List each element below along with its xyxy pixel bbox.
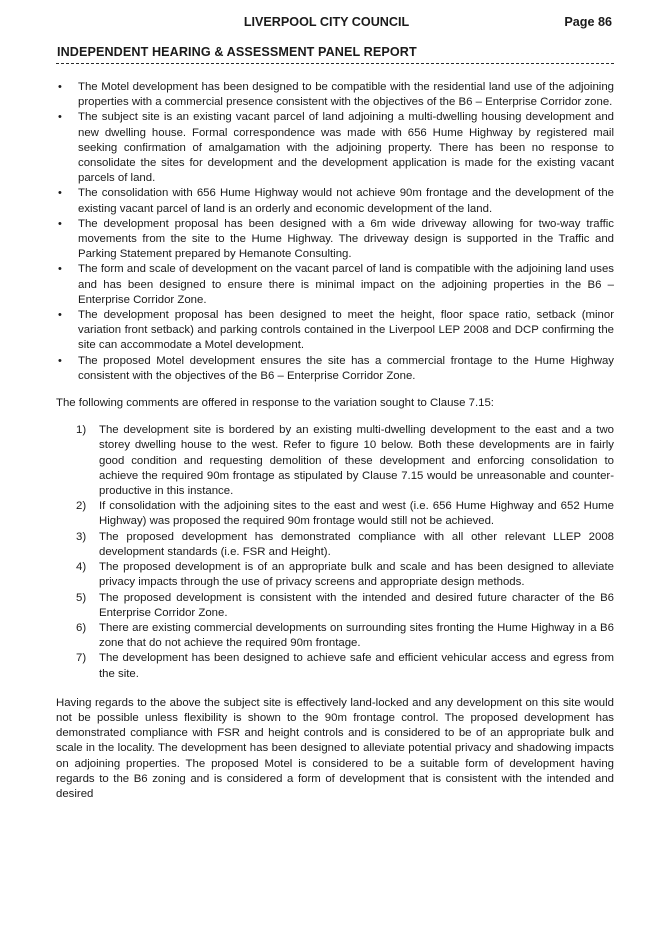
header-divider [56,63,614,64]
document-body [56,80,614,802]
bullet-icon: • [58,263,62,276]
bullet-icon: • [58,81,62,93]
bullet-item [56,262,614,308]
page-header [0,15,653,33]
item-text: The development has been designed to achieve safe and efficient vehicular access and egress from the site. [99,652,614,680]
bullet-icon: • [58,309,62,322]
intro-paragraph: The following comments are offered in response to the variation sought to Clause 7.15: [56,397,494,410]
bullet-item [56,217,614,263]
bullet-item [56,308,614,354]
bullet-text: The form and scale of development on the vacant parcel of land is compatible with the adjoining land uses and has been designed to ensure there is minimal impact on the adjoining properties in the B6 – Enterprise Corridor Zone. [78,263,614,306]
numbered-item [56,423,614,499]
bullet-text: The development proposal has been designed to meet the height, floor space ratio, setback (minor variation front setback) and parking controls contained in the Liverpool LEP 2008 and DCP confirming the site can accommodate a Motel development. [78,309,614,352]
item-text: There are existing commercial developments on surrounding sites fronting the Hume Highway in a B6 zone that do not achieve the required 90m frontage. [99,621,614,650]
numbered-item [56,530,614,560]
item-text: The proposed development has demonstrated compliance with all other relevant LLEP 2008 development standards (i.e. FSR and Height). [99,530,614,558]
item-number: 7) [76,652,87,665]
numbered-item [56,591,614,621]
numbered-item [56,621,614,651]
bullet-icon: • [58,217,62,230]
bullet-text: The proposed Motel development ensures the site has a commercial frontage to the Hume Highway consistent with the objectives of the B6 – Enterprise Corridor Zone. [78,354,614,382]
numbered-item [56,560,614,590]
numbered-item [56,651,614,681]
item-number: 1) [76,424,87,437]
closing-paragraph: Having regards to the above the subject site is effectively land-locked and any development on this site would not be possible unless flexibility is shown to the 90m frontage control. The proposed development has demonstrated compliance with FSR and height controls and is considered to be of an appropriate bulk and scale in the locality. The development has been designed to alleviate potential privacy and shadowing impacts on adjoining properties. The proposed Motel is considered to be a suitable form of development having regards to the B6 zoning and is considered a form of development that is consistent with the intended and desired [56,696,614,800]
page-number: Page 86 [564,15,612,29]
bullet-text: The subject site is an existing vacant parcel of land adjoining a multi-dwelling housing development and new dwelling house. Formal correspondence was made with 656 Hume Highway by registered mail seeking confirmation of amalgamation with the adjoining property. There has been no response to consolidate the sites for development and the development application is made for the existing vacant parcels of land. [78,111,614,185]
item-text: The proposed development is consistent with the intended and desired future character of the B6 Enterprise Corridor Zone. [99,591,614,619]
item-number: 2) [76,500,87,513]
numbered-item [56,499,614,529]
council-name: LIVERPOOL CITY COUNCIL [243,15,410,29]
bullet-icon: • [58,187,62,200]
bullet-text: The development proposal has been designed with a 6m wide driveway allowing for two-way traffic movements from the site to the Hume Highway. The driveway design is supported in the Traffic and Parking Statement prepared by Hemanote Consulting. [78,217,614,261]
item-number: 3) [76,530,87,543]
item-number: 4) [76,561,87,574]
item-number: 6) [76,621,87,634]
bullet-text: The consolidation with 656 Hume Highway would not achieve 90m frontage and the development of the existing vacant parcel of land is an orderly and economic development of the land. [78,187,614,215]
report-title: INDEPENDENT HEARING & ASSESSMENT PANEL REPORT [57,45,417,59]
item-text: The proposed development is of an appropriate bulk and scale and has been designed to alleviate privacy impacts through the use of privacy screens and appropriate design methods. [99,561,614,589]
bullet-item [56,110,614,186]
bullet-item [56,354,614,384]
bullet-item [56,80,614,110]
bullet-item [56,186,614,216]
bullet-list [56,80,614,384]
item-number: 5) [76,591,87,604]
bullet-icon: • [58,354,62,367]
bullet-icon: • [58,111,62,124]
bullet-text: The Motel development has been designed to be compatible with the residential land use of the adjoining properties with a commercial presence consistent with the objectives of the B6 – Enterprise Corridor zone. [78,81,614,109]
item-text: If consolidation with the adjoining sites to the east and west (i.e. 656 Hume Highway and 652 Hume Highway) was proposed the required 90m frontage would still not be achieved. [99,500,614,528]
item-text: The development site is bordered by an existing multi-dwelling development to the east and a two storey dwelling house to the west. Refer to figure 10 below. Both these developments are in fairly good condition and requesting demolition of these development and enforcing consolidation to achieve the required 90m frontage as stipulated by Clause 7.15 would be unreasonable and counter-productive in this instance. [99,424,614,498]
numbered-list [56,423,614,681]
